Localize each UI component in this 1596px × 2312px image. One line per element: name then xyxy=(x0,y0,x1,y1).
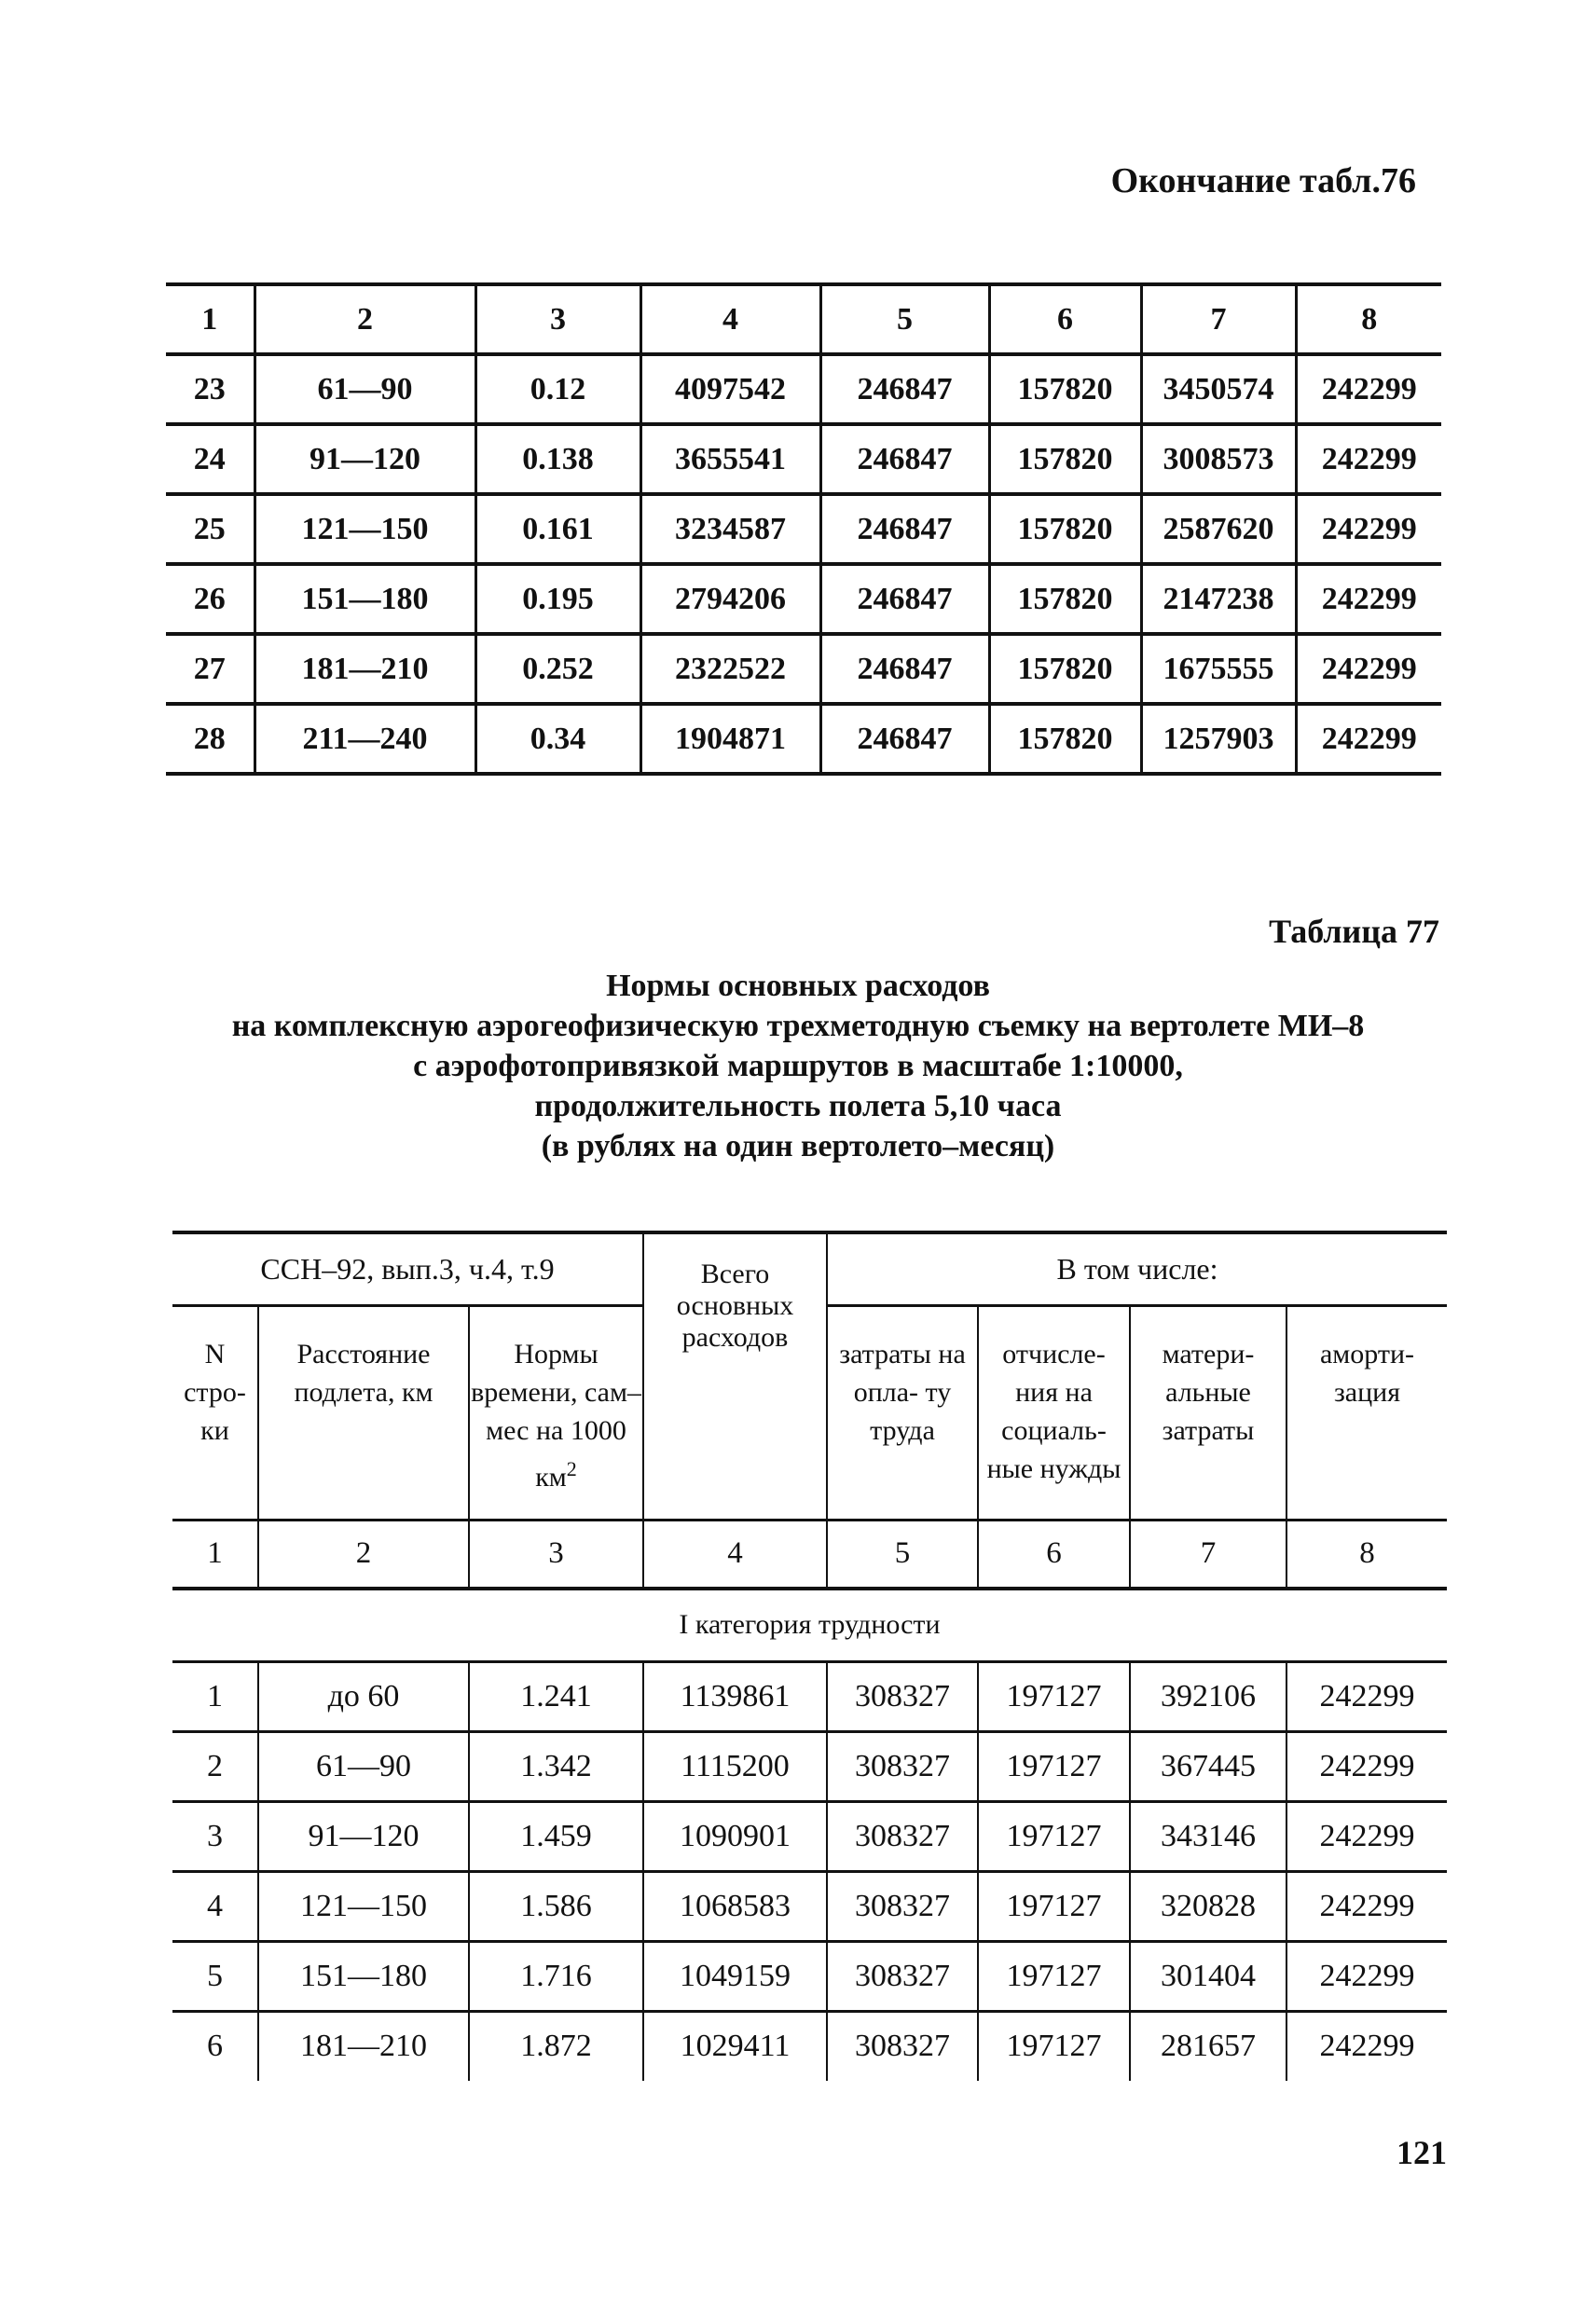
table-cell: 2147238 xyxy=(1141,564,1296,634)
column-number: 8 xyxy=(1296,284,1441,354)
table-76-continuation xyxy=(166,282,1441,776)
table-cell: 246847 xyxy=(820,494,989,564)
table-cell: 1904871 xyxy=(640,704,820,774)
table-cell: 0.195 xyxy=(475,564,640,634)
table-cell: 246847 xyxy=(820,634,989,704)
table-cell: 1.241 xyxy=(469,1661,643,1731)
table-cell: 3234587 xyxy=(640,494,820,564)
table-row xyxy=(172,1801,1447,1871)
table-cell: 0.138 xyxy=(475,424,640,494)
heading-line: (в рублях на один вертолето–месяц) xyxy=(541,1129,1055,1163)
header-time-norms xyxy=(469,1305,643,1520)
table-cell: 197127 xyxy=(978,1871,1130,1941)
column-number: 4 xyxy=(643,1520,827,1589)
table-cell: 4 xyxy=(172,1871,258,1941)
header-distance: Расстояние подлета, км xyxy=(258,1305,469,1520)
header-material-costs: матери- альные затраты xyxy=(1130,1305,1286,1520)
table-row xyxy=(166,494,1441,564)
table-cell: 308327 xyxy=(827,1661,978,1731)
table-cell: 3450574 xyxy=(1141,354,1296,424)
header-time-norms-text: Нормы времени, сам–мес на 1000 км xyxy=(471,1338,641,1493)
table-cell: 91—120 xyxy=(258,1801,469,1871)
table-row xyxy=(172,1731,1447,1801)
table-cell: 308327 xyxy=(827,1731,978,1801)
table-cell: 157820 xyxy=(989,634,1141,704)
header-labor-costs: затраты на опла- ту труда xyxy=(827,1305,978,1520)
column-number: 2 xyxy=(255,284,475,354)
table-cell: 246847 xyxy=(820,424,989,494)
column-number: 3 xyxy=(475,284,640,354)
table-cell: 242299 xyxy=(1286,1871,1447,1941)
difficulty-category: I категория трудности xyxy=(172,1589,1447,1661)
table-cell: 181—210 xyxy=(255,634,475,704)
table-cell: 5 xyxy=(172,1941,258,2011)
table-cell: 308327 xyxy=(827,1801,978,1871)
table-cell: 1 xyxy=(172,1661,258,1731)
table-cell: 1675555 xyxy=(1141,634,1296,704)
category-row xyxy=(172,1589,1447,1661)
header-row-groups xyxy=(172,1232,1447,1305)
table-cell: 0.34 xyxy=(475,704,640,774)
table-row xyxy=(166,354,1441,424)
table-cell: 3 xyxy=(172,1801,258,1871)
table-cell: 6 xyxy=(207,2029,223,2064)
table-cell: 246847 xyxy=(820,354,989,424)
table-cell: 2 xyxy=(172,1731,258,1801)
heading-line: на комплексную аэрогеофизическую трехметодную съемку на вертолете МИ–8 xyxy=(231,1009,1365,1043)
header-row-number: N стро- ки xyxy=(184,1338,246,1446)
column-number: 7 xyxy=(1130,1520,1286,1589)
table-cell: 23 xyxy=(166,354,255,424)
table-cell: 0.161 xyxy=(475,494,640,564)
table-cell: 242299 xyxy=(1286,1941,1447,2011)
column-number: 5 xyxy=(827,1520,978,1589)
table-cell: 197127 xyxy=(978,1661,1130,1731)
table-row xyxy=(166,564,1441,634)
table-cell: 61—90 xyxy=(255,354,475,424)
header-ssn-group: ССН–92, вып.3, ч.4, т.9 xyxy=(172,1232,643,1305)
table-cell: 157820 xyxy=(989,494,1141,564)
column-number: 7 xyxy=(1141,284,1296,354)
table-cell: 197127 xyxy=(978,1731,1130,1801)
table-cell: 25 xyxy=(166,494,255,564)
table-cell: 242299 xyxy=(1286,1801,1447,1871)
table-cell: 197127 xyxy=(978,1941,1130,2011)
table-cell: 367445 xyxy=(1130,1731,1286,1801)
table-cell: 1.872 xyxy=(469,2011,643,2081)
continuation-title: Окончание табл.76 xyxy=(1110,161,1416,200)
table-cell: 26 xyxy=(166,564,255,634)
table-header-row xyxy=(166,284,1441,354)
table-cell: 157820 xyxy=(989,704,1141,774)
table-cell: 242299 xyxy=(1286,1731,1447,1801)
table-row xyxy=(166,424,1441,494)
table-cell: 0.12 xyxy=(475,354,640,424)
table-cell: 281657 xyxy=(1130,2011,1286,2081)
table-cell: 242299 xyxy=(1296,424,1441,494)
table-cell: 151—180 xyxy=(255,564,475,634)
table-cell: 343146 xyxy=(1130,1801,1286,1871)
table-cell: 1257903 xyxy=(1141,704,1296,774)
table-cell: 242299 xyxy=(1296,634,1441,704)
table-cell: 1.586 xyxy=(469,1871,643,1941)
table-cell: 242299 xyxy=(1286,1661,1447,1731)
table-cell: 28 xyxy=(166,704,255,774)
table-cell: 1090901 xyxy=(643,1801,827,1871)
header-total: Всего основных расходов xyxy=(643,1232,827,1520)
table-cell: 121—150 xyxy=(258,1871,469,1941)
table-cell: 242299 xyxy=(1296,704,1441,774)
table-cell: 151—180 xyxy=(258,1941,469,2011)
table-row xyxy=(172,1941,1447,2011)
header-amortization: аморти- зация xyxy=(1286,1305,1447,1520)
table-cell: 242299 xyxy=(1296,354,1441,424)
table-cell: 301404 xyxy=(1130,1941,1286,2011)
column-number: 6 xyxy=(989,284,1141,354)
header-including-group: В том числе: xyxy=(827,1232,1447,1305)
table-cell: 308327 xyxy=(827,1941,978,2011)
table-77-label: Таблица 77 xyxy=(1269,913,1439,950)
table-cell: 27 xyxy=(166,634,255,704)
table-cell: 1115200 xyxy=(643,1731,827,1801)
table-cell: 197127 xyxy=(978,1801,1130,1871)
table-cell: 308327 xyxy=(827,1871,978,1941)
heading-line: продолжительность полета 5,10 часа xyxy=(534,1089,1062,1123)
table-cell: 157820 xyxy=(989,424,1141,494)
heading-line: Нормы основных расходов xyxy=(606,969,990,1003)
table-cell: 197127 xyxy=(978,2011,1130,2081)
table-cell: 2322522 xyxy=(640,634,820,704)
table-cell: 246847 xyxy=(820,564,989,634)
table-cell: 1.342 xyxy=(469,1731,643,1801)
table-cell: 1.716 xyxy=(469,1941,643,2011)
table-cell: 3008573 xyxy=(1141,424,1296,494)
table-cell: 308327 xyxy=(827,2011,978,2081)
header-social-contributions: отчисле- ния на социаль- ные нужды xyxy=(978,1305,1130,1520)
table-cell: 242299 xyxy=(1296,564,1441,634)
table-cell: 181—210 xyxy=(258,2011,469,2081)
table-cell: 211—240 xyxy=(255,704,475,774)
table-cell: до 60 xyxy=(258,1661,469,1731)
table-row xyxy=(172,1661,1447,1731)
column-number: 5 xyxy=(820,284,989,354)
table-77 xyxy=(172,1231,1447,2081)
table-cell: 121—150 xyxy=(255,494,475,564)
table-cell: 3655541 xyxy=(640,424,820,494)
table-row xyxy=(166,634,1441,704)
column-number: 1 xyxy=(172,1520,258,1589)
table-cell: 320828 xyxy=(1130,1871,1286,1941)
column-number: 6 xyxy=(978,1520,1130,1589)
table-77-heading xyxy=(131,966,1465,1166)
table-cell: 246847 xyxy=(820,704,989,774)
table-cell: 1049159 xyxy=(643,1941,827,2011)
table-cell: 91—120 xyxy=(255,424,475,494)
table-cell: 392106 xyxy=(1130,1661,1286,1731)
table-cell: 61—90 xyxy=(258,1731,469,1801)
table-cell: 1139861 xyxy=(643,1661,827,1731)
column-number: 3 xyxy=(469,1520,643,1589)
table-cell: 157820 xyxy=(989,564,1141,634)
table-cell: 242299 xyxy=(1296,494,1441,564)
table-row xyxy=(172,2011,1447,2081)
table-row xyxy=(172,1871,1447,1941)
table-cell: 4097542 xyxy=(640,354,820,424)
table-cell: 1.459 xyxy=(469,1801,643,1871)
table-cell: 2794206 xyxy=(640,564,820,634)
table-cell: 1068583 xyxy=(643,1871,827,1941)
table-cell: 0.252 xyxy=(475,634,640,704)
column-number-row xyxy=(172,1520,1447,1589)
table-cell: 157820 xyxy=(989,354,1141,424)
table-cell: 2587620 xyxy=(1141,494,1296,564)
page-number: 121 xyxy=(1396,2134,1447,2171)
column-number: 2 xyxy=(258,1520,469,1589)
column-number: 1 xyxy=(166,284,255,354)
heading-line: с аэрофотопривязкой маршрутов в масштабе 1:10000, xyxy=(413,1049,1183,1083)
table-row xyxy=(166,704,1441,774)
table-cell: 24 xyxy=(166,424,255,494)
header-time-norms-superscript: 2 xyxy=(566,1456,577,1480)
column-number: 8 xyxy=(1286,1520,1447,1589)
table-cell: 1029411 xyxy=(643,2011,827,2081)
column-number: 4 xyxy=(640,284,820,354)
table-cell: 242299 xyxy=(1286,2011,1447,2081)
